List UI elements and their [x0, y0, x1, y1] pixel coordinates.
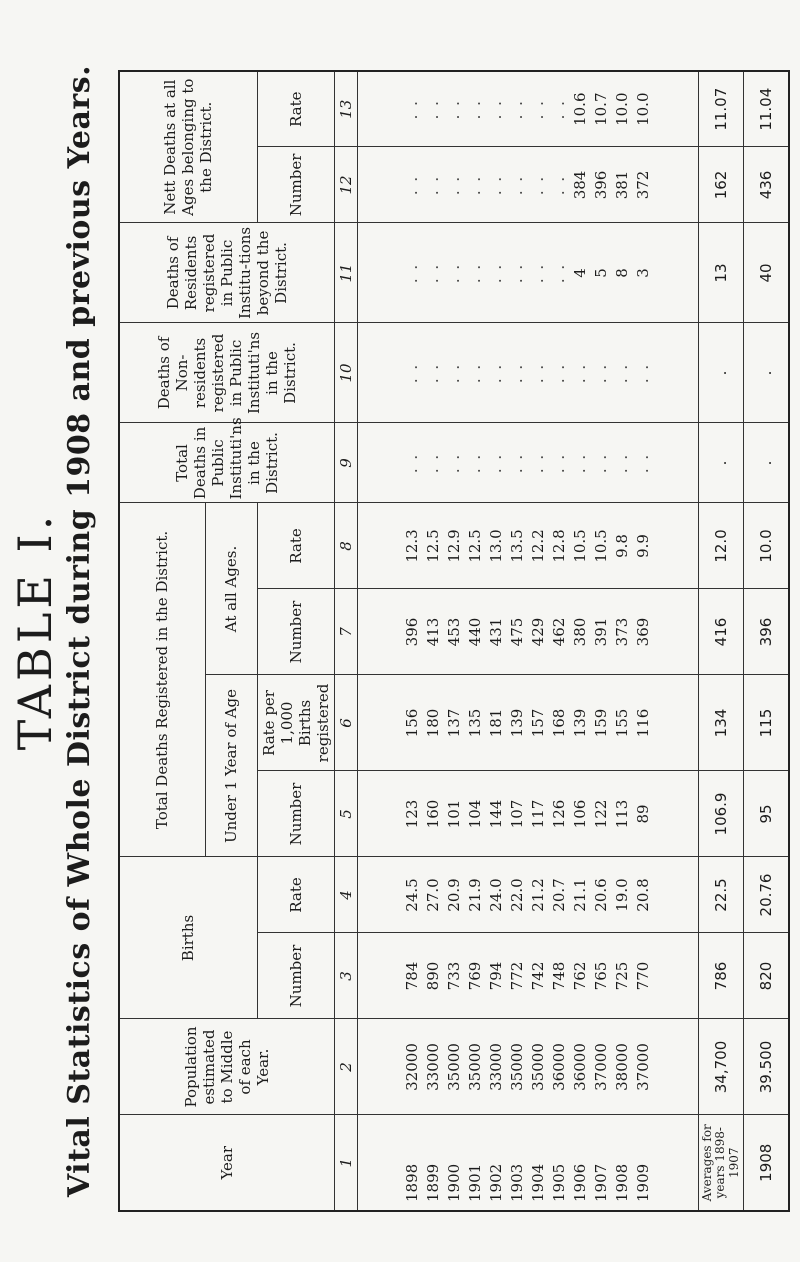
value-population: 35000	[444, 1043, 463, 1091]
avg-nett-number: 162	[699, 147, 744, 223]
column-index-11: 11	[334, 223, 357, 323]
value-births-number: 733	[444, 961, 463, 991]
value-births-rate: 27.0	[423, 878, 442, 912]
avg-public-institution-deaths: .	[699, 423, 744, 503]
value-under-one-number: 89	[633, 804, 652, 824]
value-under-one-number: 106	[570, 799, 589, 829]
value-residents-beyond: 3	[633, 268, 652, 278]
value-year: 1904	[528, 1163, 547, 1202]
value-births-rate: 22.0	[507, 878, 526, 912]
header-nett-number: Number	[257, 147, 334, 223]
value-all-ages-number: 391	[591, 617, 610, 647]
value-under-one-rate: 139	[570, 708, 589, 738]
value-non-residents: . .	[570, 362, 589, 384]
value-year: 1901	[465, 1163, 484, 1202]
table-title: TABLE I.	[8, 511, 62, 751]
value-births-rate: 21.9	[465, 878, 484, 912]
value-all-ages-number: 380	[570, 617, 589, 647]
yearly-data-row	[357, 71, 699, 1211]
value-nett-number: . .	[528, 174, 547, 196]
value-nett-number: . .	[507, 174, 526, 196]
avg-births-number: 786	[699, 933, 744, 1019]
column-index-row	[334, 71, 357, 1211]
nett-number-cell	[357, 147, 699, 223]
value-residents-beyond: . .	[402, 262, 421, 284]
value-residents-beyond: . .	[465, 262, 484, 284]
value-non-residents: . .	[612, 362, 631, 384]
value-under-one-number: 123	[402, 799, 421, 829]
avg-all-ages-rate: 12.0	[699, 503, 744, 589]
column-index-4: 4	[334, 857, 357, 933]
column-index-6: 6	[334, 675, 357, 771]
value-all-ages-number: 413	[423, 617, 442, 647]
value-nett-number: 372	[633, 170, 652, 200]
value-nett-rate: 10.6	[570, 92, 589, 126]
avg-nett-rate: 11.07	[699, 71, 744, 147]
table-subtitle: Vital Statistics of Whole District during 1908 and previous Years.	[62, 64, 97, 1198]
column-index-13: 13	[334, 71, 357, 147]
value-under-one-number: 122	[591, 799, 610, 829]
value-population: 36000	[549, 1043, 568, 1091]
value-under-one-rate: 116	[633, 708, 652, 738]
value-births-number: 890	[423, 961, 442, 991]
value-deaths-public-inst: . .	[570, 452, 589, 474]
value-non-residents: . .	[423, 362, 442, 384]
value-all-ages-number: 431	[486, 617, 505, 647]
averages-label: Averages for years 1898-1907	[699, 1115, 744, 1211]
population-cell	[357, 1019, 699, 1115]
column-index-1: 1	[334, 1115, 357, 1211]
column-index-5: 5	[334, 771, 357, 857]
value-births-rate: 20.9	[444, 878, 463, 912]
value-residents-beyond: 4	[570, 268, 589, 278]
value-births-number: 770	[633, 961, 652, 991]
value-population: 36000	[570, 1043, 589, 1091]
public-institution-deaths-cell	[357, 423, 699, 503]
y1908-births-rate: 20.76	[744, 857, 790, 933]
value-residents-beyond: . .	[528, 262, 547, 284]
avg-non-residents: .	[699, 323, 744, 423]
avg-population: 34,700	[699, 1019, 744, 1115]
value-deaths-public-inst: . .	[402, 452, 421, 474]
value-under-one-number: 117	[528, 799, 547, 829]
header-nett-rate: Rate	[257, 71, 334, 147]
value-all-ages-rate: 10.5	[591, 529, 610, 563]
y1908-nett-rate: 11.04	[744, 71, 790, 147]
value-nett-number: 396	[591, 170, 610, 200]
column-index-7: 7	[334, 589, 357, 675]
column-index-3: 3	[334, 933, 357, 1019]
value-year: 1902	[486, 1163, 505, 1202]
value-nett-number: . .	[486, 174, 505, 196]
y1908-nett-number: 436	[744, 147, 790, 223]
value-births-rate: 20.8	[633, 878, 652, 912]
value-under-one-rate: 159	[591, 708, 610, 738]
value-year: 1900	[444, 1163, 463, 1202]
value-residents-beyond: . .	[423, 262, 442, 284]
header-births: Births	[119, 857, 257, 1019]
nett-rate-cell	[357, 71, 699, 147]
avg-under-one-number: 106.9	[699, 771, 744, 857]
value-births-rate: 21.1	[570, 878, 589, 912]
value-all-ages-number: 440	[465, 617, 484, 647]
value-under-one-number: 104	[465, 799, 484, 829]
value-nett-number: . .	[465, 174, 484, 196]
value-births-number: 742	[528, 961, 547, 991]
value-all-ages-number: 475	[507, 617, 526, 647]
value-deaths-public-inst: . .	[465, 452, 484, 474]
value-residents-beyond: . .	[507, 262, 526, 284]
value-year: 1909	[633, 1163, 652, 1202]
value-nett-number: . .	[423, 174, 442, 196]
y1908-under-one-number: 95	[744, 771, 790, 857]
value-nett-rate: . .	[486, 99, 505, 120]
value-deaths-public-inst: . .	[633, 452, 652, 474]
value-population: 33000	[486, 1043, 505, 1091]
value-under-one-rate: 181	[486, 708, 505, 738]
value-all-ages-number: 429	[528, 617, 547, 647]
value-population: 35000	[507, 1043, 526, 1091]
avg-births-rate: 22.5	[699, 857, 744, 933]
vital-statistics-table	[118, 70, 790, 1212]
value-births-rate: 19.0	[612, 878, 631, 912]
value-non-residents: . .	[465, 362, 484, 384]
value-all-ages-rate: 13.0	[486, 529, 505, 563]
value-nett-rate: . .	[507, 99, 526, 120]
value-births-rate: 24.5	[402, 878, 421, 912]
value-births-number: 794	[486, 961, 505, 991]
value-nett-rate: 10.0	[633, 92, 652, 126]
column-index-8: 8	[334, 503, 357, 589]
value-births-number: 784	[402, 961, 421, 991]
value-population: 37000	[633, 1043, 652, 1091]
value-year: 1907	[591, 1163, 610, 1202]
value-residents-beyond: . .	[549, 262, 568, 284]
value-under-one-rate: 157	[528, 708, 547, 738]
value-deaths-public-inst: . .	[423, 452, 442, 474]
header-all-ages-rate: Rate	[257, 503, 334, 589]
header-non-residents: Deaths of Non-residents registered in Public Instituti'ns in the District.	[119, 323, 334, 423]
value-year: 1899	[423, 1163, 442, 1202]
value-under-one-number: 107	[507, 799, 526, 829]
value-all-ages-rate: 12.5	[423, 529, 442, 563]
value-under-one-rate: 135	[465, 708, 484, 738]
value-all-ages-rate: 12.9	[444, 529, 463, 563]
value-births-number: 769	[465, 961, 484, 991]
value-nett-number: . .	[549, 174, 568, 196]
value-births-number: 765	[591, 961, 610, 991]
header-births-number: Number	[257, 933, 334, 1019]
value-nett-rate: 10.0	[612, 92, 631, 126]
column-index-2: 2	[334, 1019, 357, 1115]
header-year: Year	[119, 1115, 334, 1211]
value-nett-rate: . .	[423, 99, 442, 120]
value-residents-beyond: 8	[612, 268, 631, 278]
value-all-ages-rate: 10.5	[570, 529, 589, 563]
births-number-cell	[357, 933, 699, 1019]
value-non-residents: . .	[444, 362, 463, 384]
value-births-number: 772	[507, 961, 526, 991]
value-non-residents: . .	[486, 362, 505, 384]
value-non-residents: . .	[591, 362, 610, 384]
value-under-one-rate: 137	[444, 708, 463, 738]
value-all-ages-number: 462	[549, 617, 568, 647]
value-residents-beyond: 5	[591, 268, 610, 278]
value-population: 38000	[612, 1043, 631, 1091]
y1908-population: 39.500	[744, 1019, 790, 1115]
value-all-ages-rate: 12.2	[528, 529, 547, 563]
value-under-one-number: 101	[444, 799, 463, 829]
value-population: 32000	[402, 1043, 421, 1091]
header-all-ages: At all Ages.	[205, 503, 257, 675]
value-all-ages-number: 369	[633, 617, 652, 647]
y1908-all-ages-rate: 10.0	[744, 503, 790, 589]
value-under-one-rate: 155	[612, 708, 631, 738]
value-year: 1906	[570, 1163, 589, 1202]
value-nett-rate: 10.7	[591, 92, 610, 126]
value-all-ages-rate: 9.9	[633, 534, 652, 558]
value-year: 1905	[549, 1163, 568, 1202]
value-residents-beyond: . .	[444, 262, 463, 284]
value-deaths-public-inst: . .	[549, 452, 568, 474]
y1908-births-number: 820	[744, 933, 790, 1019]
y1908-public-institution-deaths: .	[744, 423, 790, 503]
value-year: 1898	[402, 1163, 421, 1202]
value-non-residents: . .	[507, 362, 526, 384]
under-one-rate-cell	[357, 675, 699, 771]
value-nett-rate: . .	[444, 99, 463, 120]
value-births-rate: 20.6	[591, 878, 610, 912]
column-index-9: 9	[334, 423, 357, 503]
header-residents-beyond: Deaths of Residents registered in Public Institu-tions beyond the District.	[119, 223, 334, 323]
value-births-number: 762	[570, 961, 589, 991]
under-one-number-cell	[357, 771, 699, 857]
value-nett-number: . .	[402, 174, 421, 196]
value-under-one-number: 144	[486, 799, 505, 829]
value-non-residents: . .	[528, 362, 547, 384]
value-all-ages-number: 373	[612, 617, 631, 647]
value-nett-rate: . .	[465, 99, 484, 120]
value-nett-number: 381	[612, 170, 631, 200]
all-ages-number-cell	[357, 589, 699, 675]
header-under-one-year: Under 1 Year of Age	[205, 675, 257, 857]
value-under-one-rate: 139	[507, 708, 526, 738]
avg-all-ages-number: 416	[699, 589, 744, 675]
residents-beyond-cell	[357, 223, 699, 323]
value-under-one-rate: 168	[549, 708, 568, 738]
value-all-ages-rate: 9.8	[612, 534, 631, 558]
value-deaths-public-inst: . .	[591, 452, 610, 474]
value-births-rate: 21.2	[528, 878, 547, 912]
header-total-deaths: Total Deaths Registered in the District.	[119, 503, 205, 857]
value-all-ages-rate: 13.5	[507, 529, 526, 563]
avg-under-one-rate: 134	[699, 675, 744, 771]
value-population: 37000	[591, 1043, 610, 1091]
y1908-non-residents: .	[744, 323, 790, 423]
header-under-one-number: Number	[257, 771, 334, 857]
value-nett-rate: . .	[549, 99, 568, 120]
value-deaths-public-inst: . .	[486, 452, 505, 474]
value-under-one-number: 160	[423, 799, 442, 829]
value-nett-rate: . .	[528, 99, 547, 120]
value-births-number: 725	[612, 961, 631, 991]
value-deaths-public-inst: . .	[612, 452, 631, 474]
value-year: 1908	[612, 1163, 631, 1202]
value-all-ages-rate: 12.8	[549, 529, 568, 563]
header-deaths-public-institutions: Total Deaths in Public Instituti'ns in the District.	[119, 423, 334, 503]
column-index-12: 12	[334, 147, 357, 223]
value-non-residents: . .	[633, 362, 652, 384]
value-births-rate: 20.7	[549, 878, 568, 912]
value-deaths-public-inst: . .	[528, 452, 547, 474]
value-births-number: 748	[549, 961, 568, 991]
header-births-rate: Rate	[257, 857, 334, 933]
years-cell	[357, 1115, 699, 1211]
value-all-ages-rate: 12.5	[465, 529, 484, 563]
value-births-rate: 24.0	[486, 878, 505, 912]
value-all-ages-rate: 12.3	[402, 529, 421, 563]
year-1908-row	[744, 71, 790, 1211]
y1908-year: 1908	[744, 1115, 790, 1211]
all-ages-rate-cell	[357, 503, 699, 589]
column-index-10: 10	[334, 323, 357, 423]
value-nett-rate: . .	[402, 99, 421, 120]
y1908-residents-beyond: 40	[744, 223, 790, 323]
non-residents-cell	[357, 323, 699, 423]
value-nett-number: . .	[444, 174, 463, 196]
value-year: 1903	[507, 1163, 526, 1202]
value-under-one-rate: 156	[402, 708, 421, 738]
value-population: 35000	[528, 1043, 547, 1091]
header-nett-deaths: Nett Deaths at all Ages belonging to the District.	[119, 71, 257, 223]
value-nett-number: 384	[570, 170, 589, 200]
header-all-ages-number: Number	[257, 589, 334, 675]
value-all-ages-number: 453	[444, 617, 463, 647]
value-under-one-number: 126	[549, 799, 568, 829]
value-non-residents: . .	[402, 362, 421, 384]
y1908-all-ages-number: 396	[744, 589, 790, 675]
value-residents-beyond: . .	[486, 262, 505, 284]
value-under-one-number: 113	[612, 799, 631, 829]
header-under-one-rate: Rate per 1,000 Births registered	[257, 675, 334, 771]
value-all-ages-number: 396	[402, 617, 421, 647]
value-deaths-public-inst: . .	[507, 452, 526, 474]
y1908-under-one-rate: 115	[744, 675, 790, 771]
value-deaths-public-inst: . .	[444, 452, 463, 474]
births-rate-cell	[357, 857, 699, 933]
value-non-residents: . .	[549, 362, 568, 384]
averages-row	[699, 71, 744, 1211]
header-population: Population estimated to Middle of each Year.	[119, 1019, 334, 1115]
value-under-one-rate: 180	[423, 708, 442, 738]
avg-residents-beyond: 13	[699, 223, 744, 323]
value-population: 33000	[423, 1043, 442, 1091]
value-population: 35000	[465, 1043, 484, 1091]
